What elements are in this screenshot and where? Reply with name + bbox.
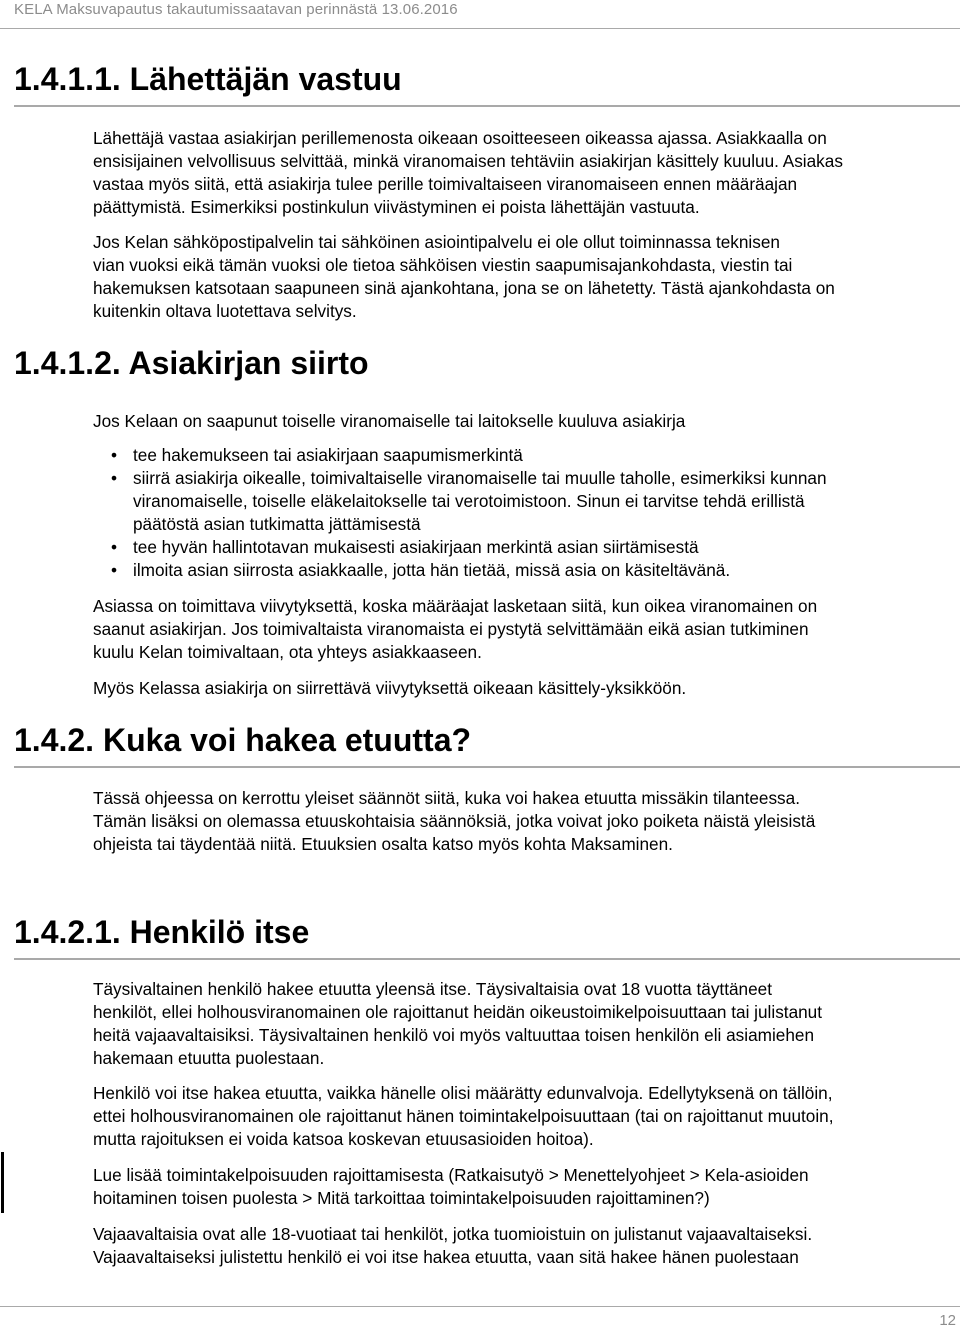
paragraph: Tässä ohjeessa on kerrottu yleiset säännöt siitä, kuka voi hakea etuutta missäkin tilanteessa. Tämän lisäksi on olemassa etuuskohtaisia säännöksiä, jotka voivat joko poiketa näistä yleisistä ohjeista tai täydentää niitä. Etuuksien osalta katso myös kohta Maksaminen. [93, 788, 816, 854]
paragraph: Henkilö voi itse hakea etuutta, vaikka hänelle olisi määrätty edunvalvoja. Edellytyksenä on tällöin, ettei holhousviranomainen ole rajoittanut hänen toimintakelpoisuuttaan (tai on rajoittanut muutoin, mutta rajoituksen ei voida katsoa koskevan etuusasioiden hoitoa). [93, 1083, 834, 1149]
list-item: • tee hyvän hallintotavan mukaisesti asiakirjaan merkintä asian siirtämisestä [111, 537, 699, 557]
paragraph: Täysivaltainen henkilö hakee etuutta yleensä itse. Täysivaltaisia ovat 18 vuotta täyttäneet henkilöt, ellei holhousviranomainen ole rajoittanut heidän oikeustoimikelpoisuuttaan tai julistanut heitä vajaavaltaisiksi. Täysivaltainen henkilö voi myös valtuuttaa toisen henkilön eli asiamiehen hakemaan etuutta puolestaan. [93, 979, 823, 1068]
heading-underline [14, 958, 960, 960]
paragraph: Vajaavaltaisia ovat alle 18-vuotiaat tai henkilöt, jotka tuomioistuin on julistanut vajaavaltaiseksi. Vajaavaltaiseksi julistettu henkilö ei voi itse hakea etuutta, vaan sitä hakee hänen puolestaan [93, 1224, 813, 1267]
bullet-icon: • [111, 468, 118, 488]
heading-underline [14, 766, 960, 768]
paragraph: Lähettäjä vastaa asiakirjan perillemenosta oikeaan osoitteeseen oikeassa ajassa. Asiakkaalla on ensisijainen velvollisuus selvittää, minkä viranomaisen tehtäviin asiakirjan käsittely kuuluu. Asiakas vastaa myös siitä, että asiakirja tulee perille toimivaltaiseen viranomaiseen ennen määräajan päättymistä. Esimerkiksi postinkulun viivästyminen ei poista lähettäjän vastuuta. [93, 128, 843, 217]
heading-asiakirjan-siirto: 1.4.1.2. Asiakirjan siirto [14, 345, 369, 381]
bullet-icon: • [111, 537, 118, 557]
heading-henkilo-itse: 1.4.2.1. Henkilö itse [14, 914, 310, 950]
list-item: • siirrä asiakirja oikealle, toimivaltaiselle viranomaiselle tai muulle taholle, esimerkiksi kunnan viranomaiselle, toiselle eläkelaitokselle tai verotoimistoon. Sinun ei tarvitse tehdä erillistä päätöstä asian tutkimatta jättämisestä [111, 468, 827, 534]
bullet-list [93, 444, 960, 582]
header-divider [0, 28, 960, 29]
document-header-title: KELA Maksuvapautus takautumissaatavan perinnästä 13.06.2016 [14, 1, 458, 18]
list-item: • ilmoita asian siirrosta asiakkaalle, jotta hän tietää, missä asia on käsiteltävänä. [111, 560, 731, 580]
list-item: • tee hakemukseen tai asiakirjaan saapumismerkintä [111, 445, 523, 465]
page-number: 12 [939, 1312, 956, 1329]
heading-kuka-voi-hakea: 1.4.2. Kuka voi hakea etuutta? [14, 722, 472, 758]
change-bar [1, 1152, 4, 1213]
heading-underline [14, 105, 960, 107]
bullet-icon: • [111, 445, 118, 465]
paragraph: Jos Kelan sähköpostipalvelin tai sähköinen asiointipalvelu ei ole ollut toiminnassa teknisen vian vuoksi eikä tämän vuoksi ole tietoa sähköisen viestin saapumisajankohdasta, viestin tai hakemuksen katsotaan saapuneen sinä ajankohtana, jona se on lähetetty. Tästä ajankohdasta on kuitenkin oltava luotettava selvitys. [93, 232, 835, 321]
paragraph: Lue lisää toimintakelpoisuuden rajoittamisesta (Ratkaisutyö > Menettelyohjeet > Kela-asioiden hoitaminen toisen puolesta > Mitä tarkoittaa toimintakelpoisuuden rajoittaminen?) [93, 1165, 809, 1208]
footer-divider [0, 1306, 960, 1307]
paragraph: Asiassa on toimittava viivytyksettä, koska määräajat lasketaan siitä, kun oikea viranomainen on saanut asiakirjan. Jos toimivaltaista viranomaista ei pystytä selvittämään eikä asian tutkiminen kuulu Kelan toimivaltaan, ota yhteys asiakkaaseen. [93, 596, 818, 662]
bullet-intro: Jos Kelaan on saapunut toiselle viranomaiselle tai laitokselle kuuluva asiakirja [93, 411, 686, 431]
paragraph: Myös Kelassa asiakirja on siirrettävä viivytyksettä oikeaan käsittely-yksikköön. [93, 678, 687, 698]
heading-lahettajan-vastuu: 1.4.1.1. Lähettäjän vastuu [14, 61, 402, 97]
bullet-icon: • [111, 560, 118, 580]
